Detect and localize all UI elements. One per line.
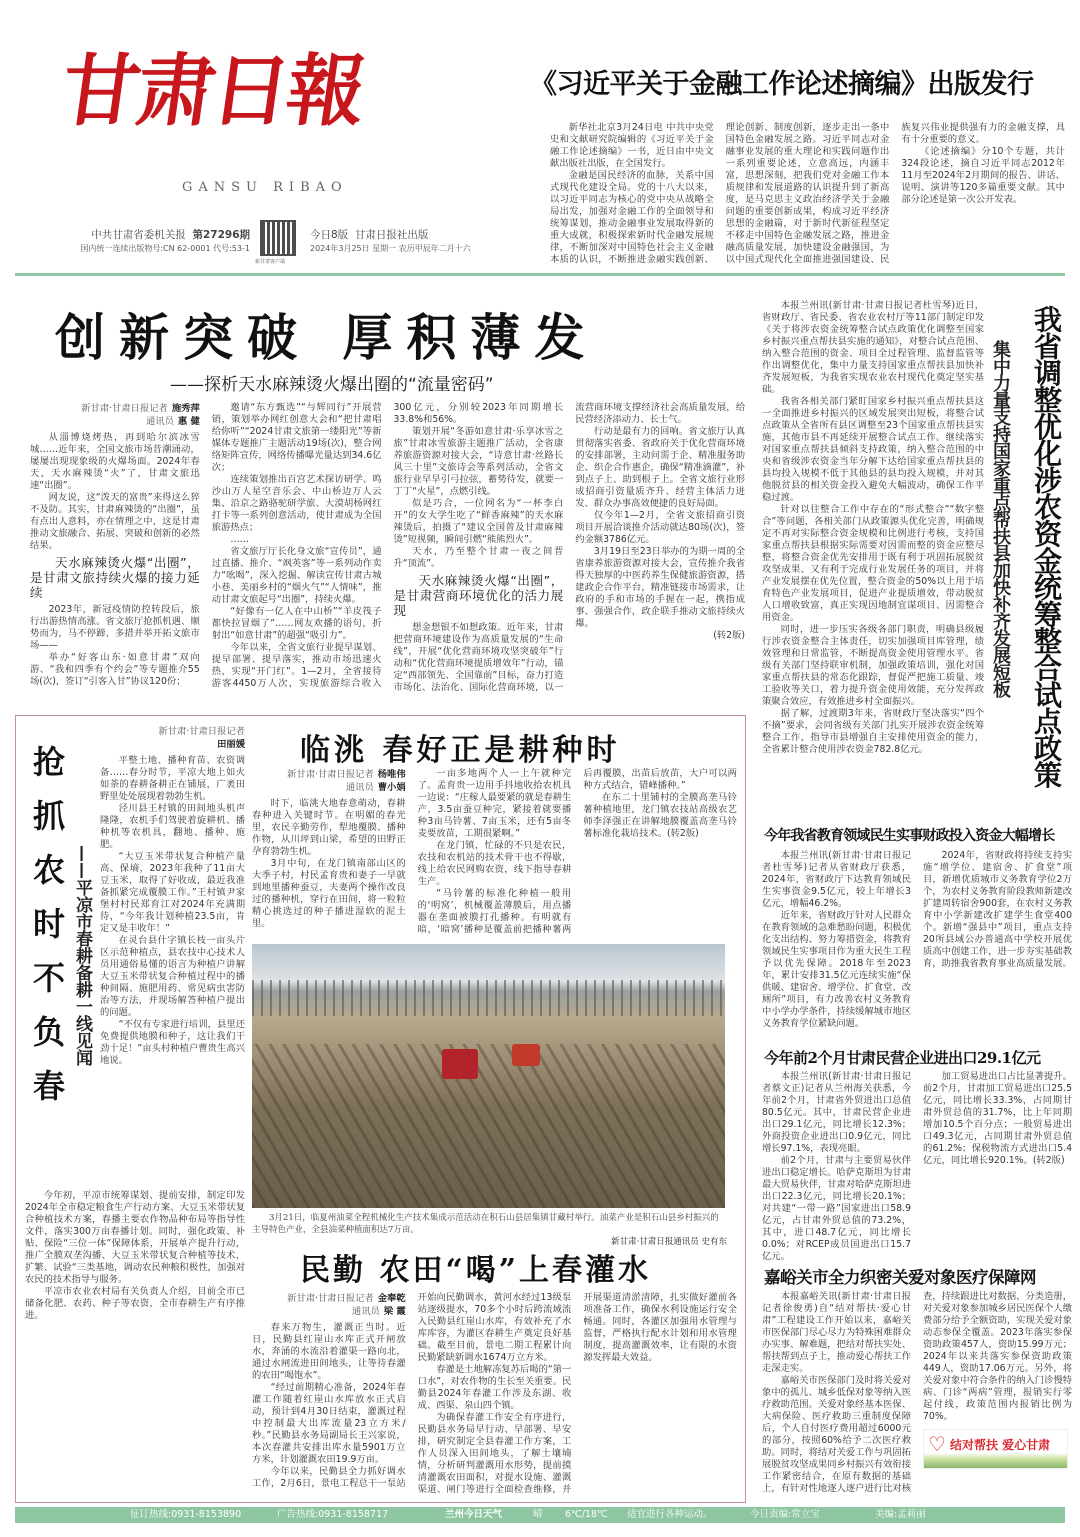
paragraph: 本报兰州讯(新甘肃·甘肃日报记者蔡文正)记者从兰州海关获悉，今年前2个月，甘肃省外贸进出口总值80.5亿元。其中，甘肃民营企业进出口29.1亿元，同比增长12.3%；外商投资企业进出口0.9亿元，同比增长97.1%，表现亮眼。	[762, 1071, 911, 1154]
tree-line	[252, 980, 725, 1016]
paragraph: “大豆玉米带状复合种植产量高、保墒，2023年我种了11亩大豆玉米，取得了好收成，最近我准备抓紧完成覆膜工作。”王村镇尹家堡村村民郑育江对2024年充满期待，“今年我计划种植23.5亩，肯定又是丰收年！”	[100, 851, 245, 934]
paragraph: 今年初，平凉市统筹谋划、提前安排，制定印发2024年全市稳定粮食生产行动方案、大豆玉米带状复合种植技术方案，春播主要农作物品种布局等指导性文件，落实300万亩春播计划。同时，强化政策、补贴、保险“三位一体”保障体系，开展单产提升行动，推广全膜双垄沟播、大豆玉米带状复合种植等技术，扩繁、试验“三类基地，调动农民种粮积极性，加强对农民的技术指导与服务。	[25, 1190, 245, 1285]
paragraph: 想金想银不如想政策。近年来，甘肃把营商环境建设作为高质量发展的“生命线”，开展“优化营商环境攻坚突破年”行动和“优化营商环境提质增效年”行动，锚定“西部领先、全国靠前”目标，奋力打造市场化、法治化、国际化营商环境，以一流营商环境支撑经济社会高质量发展，给民营经济添动力、长士气。	[393, 402, 745, 693]
trade-headline: 今年前2个月甘肃民营企业进出口29.1亿元	[764, 1049, 1041, 1067]
weather-advice: 适宜进行各种运动。	[627, 1509, 713, 1520]
page-count: 今日8版	[310, 229, 349, 241]
paragraph: 时下，临洮大地春意萌动，春耕春种进入关键时节。在明媚的春光里，农民辛勤劳作，犁地覆膜、播种作物，从川坪到山梁，希望的田野正孕育勃勃生机。	[252, 798, 406, 857]
byline: 新甘肃·甘肃日报记者 金奉乾 通讯员 梁 霞	[287, 1293, 406, 1317]
paragraph: “不仅有专家进行培训，县里还免费提供地膜和种子，这让我们干劲十足！”亩头村种植户曹贵生高兴地说。	[100, 1019, 245, 1066]
paragraph: 今年以来，全省文旅行业提早谋划、提早部署、提早落实，推动市场迅速火热，实现“开门红”。1—2月，全省接待游客4450万人次，实现旅游综合收入300亿元，分别较2023年同期增长33.8%和56%。	[211, 402, 564, 689]
organ-label: 中共甘肃省委机关报	[91, 229, 186, 241]
paragraph: 本报嘉峪关讯(新甘肃·甘肃日报记者徐俊勇)自“结对帮扶·爱心甘肃”工程建设工作开始以来，嘉峪关市医保部门尽心尽力为特殊困难群众办实事、解难题，把结对帮扶实处、帮扶帮到点子上，推动爱心帮扶工作走深走实。	[762, 1291, 911, 1374]
paragraph: 似是巧合，一位网名为“一杯李白开”的女大学生吃了“鲜香麻辣”的天水麻辣烫后，拍摄了“建议全国普及甘肃麻辣烫”短视频，瞬间引燃“熊熊烈火”。	[393, 498, 564, 545]
paragraph: 嘉峪关市医保部门及时将关爱对象中的孤儿、城乡低保对象等纳入医疗救助范围。关爱对象经基本医保、大病保险、医疗救助三重制度保障后，个人自付医疗费用超过6000元的部分，按照60%给予二次医疗救助。同时，将结对关爱工作与巩固拓展脱贫攻坚成果同乡村振兴有效衔接工作紧密结合，在原有数据的基础上，有针对性地逐人逐户进行比对核查，持续跟进比对数据、分类造册，对关爱对象参加城乡居民医保个人缴费部分给予全额资助，实现关爱对象动态参保全覆盖。2023年落实参保资助政策457人，资助15.99万元；2024年以来共落实参保资助政策449人，资助17.06万元。另外，将关爱对象中符合条件的纳入门诊慢特病、门诊“两病”管理，报销实行零起付线，政策范围内报销比例为70%。	[762, 1291, 1072, 1494]
fund-story-subheadline: 集中力量支持国家重点帮扶县加快补齐发展短板	[990, 340, 1011, 697]
paragraph: 《论述摘编》分10个专题，共计324段论述，摘自习近平同志2012年11月至2024年2月期间的报告、讲话、说明、演讲等120多篇重要文献。其中部分论述是第一次公开发表。	[901, 146, 1065, 205]
paragraph: 今年以来，民勤县全力抓好调水工作，2月6日，景电工程总干一泵站开始向民勤调水，黄河水经过13级泵站逐级提水，70多个小时后跨流域流入民勤县红崖山水库，有效补充了水库库容，为灌区春耕生产奠定良好基础。截至目前，景电二期工程累计向民勤紧缺新调水1674万立方米。	[252, 1292, 572, 1489]
lead-story-subheadline: ——探析天水麻辣烫火爆出圈的“流量密码”	[170, 375, 494, 395]
pingliang-body-narrow	[100, 725, 245, 1185]
paragraph: 春灌是土地解冻复苏后喝的“第一口水”，对农作物的生长至关重要。民勤县2024年春灌工作涉及东湖、收成、西渠、泉山四个镇。	[417, 1364, 572, 1411]
fund-story-headline: 我省调整优化涉农资金统筹整合试点政策	[1030, 305, 1063, 788]
paragraph: 本报兰州讯(新甘肃·甘肃日报记者杜雪琴)记者从省财政厅获悉，2024年，省财政厅下达教育领域民生实事资金9.5亿元，较上年增长3亿元，增幅46.2%。	[762, 850, 911, 909]
paragraph: 泾川县王村镇的田间地头机声隆隆，农机手们驾驶着旋耕机、播种机等农机具，翻地、播种、施肥。	[100, 803, 245, 850]
lintao-body	[252, 768, 737, 940]
paragraph: 在东二十里铺村的全膜高垄马铃薯种植地里，龙门镇农技站高级农艺师李泽强正在讲解地膜覆盖高垄马铃薯标准化栽培技术。(转2版)	[583, 792, 737, 839]
paragraph: 新华社北京3月24日电 中共中央党史和文献研究院编辑的《习近平关于金融工作论述摘编》一书，近日由中央文献出版社出版，在全国发行。	[550, 122, 714, 169]
farming-vertical-subheadline: ——平凉市春耕备耕一线见闻	[72, 845, 92, 1066]
paragraph: 我省各相关部门紧盯国家乡村振兴重点帮扶县这一全面推进乡村振兴的区域发展突出短板，将整合试点政策从全省所有县区调整至23个国家重点帮扶县实施，其他市县不再延续开展整合试点工作。继续落实对国家重点帮扶县倾斜支持政策，纳入整合范围的中央和省级涉农资金当年分解下达给国家重点帮扶县的县均投入规模不低于其他县的县均投入规模，并对其他脱贫县的相关资金投入避免大幅波动，确保工作平稳过渡。	[762, 396, 984, 503]
farm-photo	[252, 944, 725, 1208]
paragraph: 省文旅厅厅长化身文旅“宣传员”，通过直播、推介、“飒英客”等一系列动作卖力“吆喝”，深入挖掘、解读宣传甘肃古城小巷、美丽乡村的“烟火气”“人情味”，推动甘肃文旅起号“出圈”，持续火爆。	[211, 546, 382, 605]
weather-label: 兰州今日天气	[445, 1509, 503, 1520]
paragraph: 加工贸易进出口占比显著提升。前2个月，甘肃加工贸易进出口25.5亿元，同比增长33.3%，占同期甘肃外贸总值的31.7%，比上年同期增加10.5个百分点；一般贸易进出口49.3亿元，占同期甘肃外贸总值的61.2%；保税物流方式进出口5.4亿元，同比增长920.1%。(转2版)	[923, 1071, 1072, 1166]
publisher: 甘肃日报社出版	[354, 229, 429, 241]
byline: 新甘肃·甘肃日报记者 施秀萍 通讯员 惠 健	[81, 403, 200, 427]
paragraph: 在灵台县什字镇长枝一亩头片区示范种植点，县农技中心技术人员用通俗易懂的语言为种植户讲解大豆玉米带状复合种植过程中的播种间隔、施肥用药、常见病虫害防治等方法，并现场解答种植户提出的问题。	[100, 935, 245, 1018]
top-story-body	[550, 122, 1065, 270]
designer: 美编:孟莉丽	[875, 1509, 926, 1520]
medical-headline: 嘉峪关市全力织密关爱对象医疗保障网	[764, 1268, 1036, 1287]
lintao-headline: 临洮 春好正是耕种时	[300, 733, 621, 768]
qr-code[interactable]	[260, 220, 296, 256]
paragraph: 同时，进一步压实各级各部门职责，明确县级履行涉农资金整合主体责任，切实加强项目库管理，绩效管理和日常监管，不断提高资金使用管理水平。省级有关部门坚持联审机制，加强政策培训，强化对国家重点帮扶县的常态化跟踪，督促严把施工质量、竣工验收等关口，着力提升资金使用效能，充分发挥政策聚合效应，有效推进乡村全面振兴。	[762, 624, 984, 707]
tractor	[512, 1044, 540, 1066]
weather: 晴	[533, 1509, 543, 1520]
paragraph: “经过前期精心准备，2024年春灌工作随着红崖山水库放水正式启动，预计到4月30日结束，灌溉过程中控制最大出库流量23立方米/秒。”民勤县水务局副局长王兴家说，本次春灌共安排出库水量5901万立方米，计划灌溉农田19.9万亩。	[252, 1382, 406, 1465]
field-rows	[252, 1044, 725, 1208]
photo-caption: 3月21日，临夏州油菜全程机械化生产技术集成示范活动在积石山县居集镇甘藏村举行。油菜产业是积石山县乡村振兴的主导特色产业，全县油菜种植面积达7万亩。 新甘肃·甘肃日报通讯员 史有东	[252, 1213, 727, 1247]
paragraph: 2024年，省财政将持续支持实施“增学位、建宿舍、扩食堂”项目，新增优质城市义务教育学位2万个，为农村义务教育阶段教师新建改扩建周转宿舍900套，在农村义务教育中小学新建改扩建学生食堂400个。新增“强县中”项目，重点支持20所县域公办普通高中学校开展优质高中创建工作，进一步夯实基础教育，助推我省教育事业高质量发展。	[923, 850, 1072, 969]
lead-story-body	[30, 402, 745, 708]
trade-body	[762, 1071, 1072, 1265]
tractor	[442, 1049, 478, 1079]
paragraph: 从淄博烧烤热，再到哈尔滨冰雪城……近年来，全国文旅市场昔潮涌动，屡屡出现现象级的火爆场面。2024年春天，天水麻辣烫“火”了，甘肃文旅迅速“出圈”。	[30, 432, 200, 491]
paragraph: 前2个月，甘肃与主要贸易伙伴进出口稳定增长。哈萨克斯坦为甘肃最大贸易伙伴，甘肃对哈萨克斯坦进出口22.3亿元，同比增长20.1%；对共建“一带一路”国家进出口58.9亿元，占甘肃外贸总值的73.2%，其中，进口48.7亿元，同比增长0.0%；对RCEP成员国进出口15.7亿元。	[762, 1155, 911, 1262]
paragraph: 金融是国民经济的血脉，关系中国式现代化建设全局。党的十八大以来，以习近平同志为核心的党中央从战略全局出发，加强对金融工作的全面领导和统筹谋划，推动金融事业发展取得新的重大成就，积极探索新时代金融发展规律，不断加深对中国特色社会主义金融本质的认识，不断推进金融实践创新、理论创新、制度创新，逐步走出一条中国特色金融发展之路。习近平同志对金融事业发展的重大理论和实践问题作出一系列重要论述，立意高远，内涵丰富，思想深刻，把我们党对金融工作本质规律和发展道路的认识提升到了新高度，是马克思主义政治经济学关于金融问题的重要创新成果，构成习近平经济思想的金融篇，对于新时代新征程坚定不移走中国特色金融发展之路，推进金融高质量发展，加快建设金融强国，为以中国式现代化全面推进强国建设、民族复兴伟业提供强有力的金融支撑，具有十分重要的意义。	[550, 122, 1065, 265]
serial-number: 国内统一连续出版物号:CN 62-0001 代号:53-1	[80, 244, 250, 253]
medical-body	[762, 1291, 1072, 1503]
subscription-hotline: 征订热线:0931-8153890	[130, 1509, 242, 1520]
paragraph: “好像有一亿人在中山桥”“羊皮筏子都快拉冒烟了”……网友欢播的语句，折射出“如意甘肃”的超强“吸引力”。	[211, 606, 382, 641]
paragraph: 网友说，这“泼天的富贵”来得这么猝不及防。其实，甘肃麻辣烫的“出圈”，虽有点出人意料，亦在情理之中，这是甘肃推动文旅融合、拓展、突破和创新的必然结果。	[30, 492, 200, 551]
paragraph: 春来万物生，灌溉正当时。近日，民勤县红崖山水库正式开闸放水，奔涌的水流沿着灌渠一路向北，通过水闸流进田间地头，让等待春灌的农田“喝饱水”。	[252, 1322, 406, 1381]
masthead-rule	[15, 273, 1065, 276]
byline: 新甘肃·甘肃日报记者 田丽媛	[158, 726, 245, 750]
paragraph: 3月19日至23日举办的为期一周的全省康养旅游资源对接大会，宣传推介我省得天独厚的中医药养生保健旅游资源，搭建政企合作平台，精准链接市场需求，让政府的手和市场的手握在一起，携指成事、强强合作，政企联手推动文旅持续火爆。	[575, 546, 745, 629]
photo-credit: 新甘肃·甘肃日报通讯员 史有东	[611, 1237, 727, 1247]
paragraph: 据了解，过渡期3年来，省财政厅坚决落实“四个不摘”要求，会同省级有关部门扎实开展涉农资金统筹整合工作，指导市县增强自主安排使用资金的能力，全省累计整合使用涉农资金782.8亿元。	[762, 708, 984, 755]
paragraph: 策划开展“冬游如意甘肃·乐享冰雪之旅”甘肃冰雪旅游主题推广活动，全省康养旅游资源对接大会，“诗意甘肃·丝路长风三十里”文旅诗会等系列活动，全省文旅行业早早引弓拉弦，蓄势待发，就要一丁丁“火星”，点燃引线。	[393, 426, 564, 497]
paragraph: 一亩多地两个人一上午就种完了。孟育贵一边用手抖地收拾农机具一边说：“庄稼人最要紧的就是春耕生产，3.5亩蚕豆种完，紧接着就要播种3亩马铃薯、7亩玉米，还有5亩冬麦要放苗，工期很紧啊。”	[417, 768, 572, 839]
paragraph: 针对以往整合工作中存在的“形式整合”“数字整合”等问题，各相关部门从政策源头优化完善，明确规定不再对实际整合资金规模和比例进行考核，支持国家重点帮扶县根据实际需要对因需而整的资金应整尽整，将整合资金优先安排用于既有利于巩固拓展脱贫攻坚成果、又有利于完成行业发展任务的项目，并将产业发展摆在优先位置，整合资金的50%以上用于培育特色产业发展项目，促进产业提质增效，带动脱贫人口增收致富，真正实现因地制宜谋项目、因需整合用资金。	[762, 504, 984, 623]
masthead-info-left	[40, 228, 250, 256]
continued-note: (转2版)	[713, 630, 745, 641]
paragraph: 本报兰州讯(新甘肃·甘肃日报记者杜雪琴)近日，省财政厅、省民委、省农业农村厅等11部门制定印发《关于将涉农资金统筹整合试点政策优化调整至国家乡村振兴重点帮扶县实施的通知》，对整合试点范围、纳入整合范围的资金、项目全过程管理、监督监管等作出调整优化，集中力量支持国家重点帮扶县加快补齐发展短板，为我省实现农业农村现代化奠定坚实基础。	[762, 300, 984, 395]
farming-vertical-headline: 抢抓农时不负春	[28, 745, 66, 1123]
footer-bar	[15, 1507, 1065, 1523]
paragraph: 仅今年1—2月，全省文旅招商引资项目开展洽谈推介活动就达80场(次)，签约金额3786亿元。	[575, 510, 745, 545]
section-subhead: 天水麻辣烫火爆“出圈”，是甘肃文旅持续火爆的接力延续	[30, 555, 200, 600]
badge-text: 结对帮扶 爱心甘肃	[950, 1438, 1051, 1452]
masthead-info-right	[310, 228, 530, 256]
paragraph: 近年来，省财政厅针对人民群众在教育领域的急难愁盼问题，积极优化支出结构、努力筹措资金，将教育领域民生实事项目作为重大民生工程予以优先保障。2018年至2023年，累计安排31.5亿元连续实施“保供暖、建宿舍、增学位、扩食堂、改厕所”项目，有力改善农村义务教育中小学办学条件，持续缓解城市地区义务教育学位紧缺问题。	[762, 910, 911, 1029]
logo-pinyin: GANSU RIBAO	[182, 180, 348, 195]
logo-text: 甘肃日報	[55, 46, 369, 137]
issue-date: 2024年3月25日 星期一 农历甲辰年二月十六	[310, 244, 471, 253]
byline: 新甘肃·甘肃日报记者 杨唯伟 通讯员 曹小娟	[287, 769, 406, 793]
paragraph: 连续策划推出百宫艺术探访研学、鸣沙山万人星空音乐会、中山桥边万人云集、沿京之路骆驼研学旅、大漠胡杨网红打卡等一系列创意活动，使甘肃成为全国旅游热点；	[211, 474, 382, 533]
editor: 今日责编:常立宝	[750, 1509, 820, 1520]
top-story-headline: 《习近平关于金融工作论述摘编》出版发行	[530, 69, 1034, 100]
paragraph: 邀请“东方甄选”“与辉同行”开展营销，策划举办网红创意大会和“把甘肃唱给你听”“2024甘肃文旅第一缕阳光”等新媒体专题推广主题活动19场(次)，整合网络矩阵宣传，网络传播曝光量达到34.6亿次；	[211, 402, 382, 473]
masthead-logo	[55, 22, 402, 195]
paragraph: 为确保春灌工作安全有序进行，民勤县水务局早行动、早部署、早安排，研究制定全县春灌工作方案，工作人员深入田间地头，了解土壤墒情，分析研判灌溉用水形势，提前摸清灌溉农田面积，对提水设施、灌溉渠道、闸门等进行全面检查维修，并开展渠道清淤清障，扎实做好灌前各项准备工作，确保水利设施运行安全畅通。同时，各灌区加强用水管理与监督，严格执行配水计划和用水管理制度，提高灌溉效率，让有限的水资源发挥最大效益。	[417, 1292, 737, 1495]
education-body	[762, 850, 1072, 1042]
paragraph: 2023年，新冠疫情防控转段后，旅行出游热情高涨。省文旅厅抢抓机遇、顺势而为，马不停蹄、多措并举开拓文旅市场——	[30, 604, 200, 651]
paragraph: 3月中旬，在龙门镇南部山区的大季子村，村民孟育贵和妻子一早就到地里播种蚕豆，夫妻两个操作改良过的播种机，穿行在田间，将一粒粒精心挑选过的种子播进湿软的泥土里。	[252, 858, 406, 929]
lead-story-headline: 创新突破 厚积薄发	[55, 309, 599, 367]
pingliang-body-wide	[25, 1190, 245, 1495]
paragraph: “马铃薯的标准化种植一般用的‘明窝’，机械覆盖薄膜后，用点播器在垄面被膜打孔播种。有明就有暗，‘暗窝’播种是覆盖前把播种薯两后再覆膜，出苗后放苗，大户可以两种方式结合，错峰播种。”	[417, 768, 737, 935]
paragraph: 举办“好客山东·如意甘肃”双向游、“我和四季有个约会”等专题推介55场(次)，签订“引客入甘”协议120份；	[30, 652, 200, 687]
heart-icon: ♡	[928, 1432, 946, 1456]
minqin-headline: 民勤 农田“喝”上春灌水	[300, 1253, 651, 1288]
charity-badge	[923, 1429, 1068, 1469]
ad-hotline: 广告热线:0931-8158717	[277, 1509, 389, 1520]
paragraph: 平凉市农业农村局有关负责人介绍，目前全市已储备化肥、农药、种子等农资，全市春耕生产有序推进。	[25, 1286, 245, 1321]
paragraph: 天水，乃至整个甘肃一夜之间晋升“顶流”。	[393, 546, 564, 569]
paragraph: 行动是最有力的回响。省文旅厅认真贯彻落实省委、省政府关于优化营商环境的安排部署，主动问需于企、精准服务助企、织企合作惠企，确保“精准滴灌”，补到点子上、助到根子上。全省文旅行业形成招商引资量质齐升、经营主体活力迸发、群众办事高效便捷的良好局面。	[575, 426, 745, 509]
paragraph: 在龙门镇，忙碌的不只是农民，农技和农机站的技术骨干也不得歇，线上给农民网购农资，线下指导春耕生产。	[417, 840, 572, 887]
education-headline: 今年我省教育领域民生实事财政投入资金大幅增长	[764, 828, 1055, 844]
temperature: 6℃/18℃	[565, 1509, 608, 1520]
paragraph: 平整土地、播种育苗、农资调备……春分时节，平凉大地上如火如荼的春耕备耕正在铺展，广袤田野里处处展现着勃勃生机。	[100, 755, 245, 802]
section-subhead: 天水麻辣烫火爆“出圈”，是甘肃营商环境优化的活力展现	[393, 573, 564, 618]
fund-story-body	[762, 300, 984, 816]
paragraph: ……	[230, 534, 249, 545]
minqin-body	[252, 1292, 737, 1498]
issue-number: 第27296期	[192, 229, 250, 241]
qr-label: 新甘肃客户端	[255, 259, 286, 265]
